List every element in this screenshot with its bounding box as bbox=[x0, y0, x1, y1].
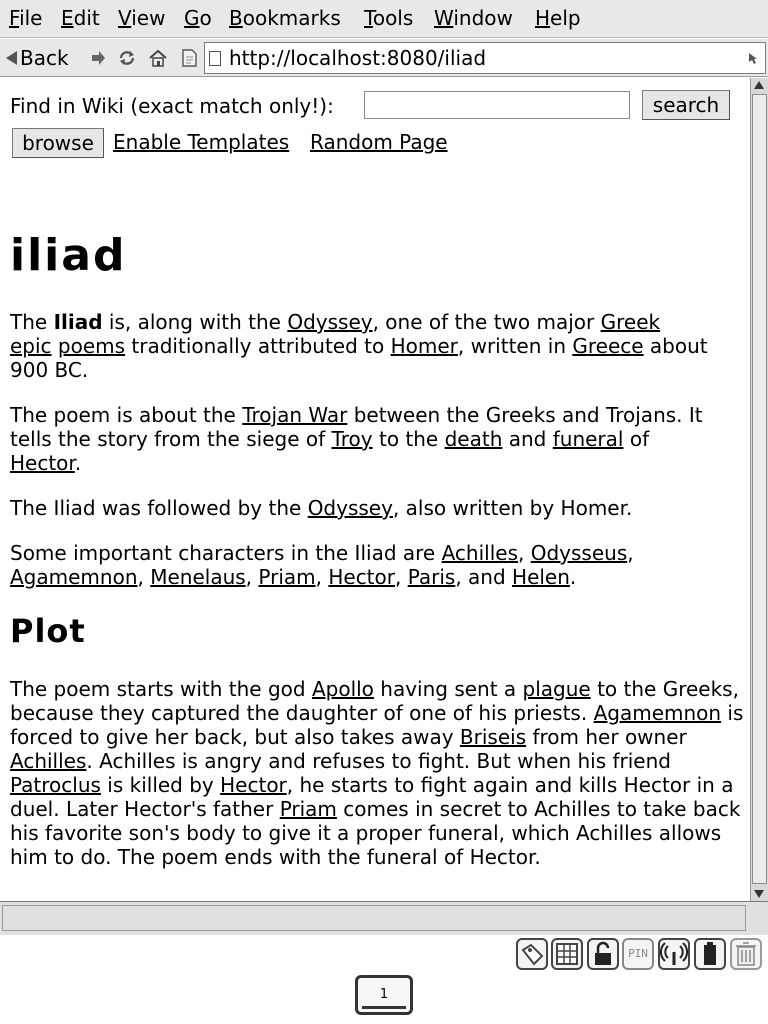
unlock-icon[interactable] bbox=[587, 938, 619, 970]
status-bar bbox=[0, 901, 768, 935]
menu-view[interactable]: View bbox=[118, 6, 166, 30]
paragraph-characters: Some important characters in the Iliad are Achilles, Odysseus, Agamemnon, Menelaus, Priam, Hector, Paris, and Helen. bbox=[10, 541, 634, 589]
paragraph-followed: The Iliad was followed by the Odyssey, also written by Homer. bbox=[10, 496, 633, 520]
go-icon[interactable] bbox=[747, 51, 761, 65]
page-title: iliad bbox=[10, 230, 127, 281]
page-indicator[interactable]: 1 bbox=[355, 975, 413, 1015]
menu-help[interactable]: Help bbox=[535, 6, 581, 30]
paragraph-plot: The poem starts with the god Apollo having sent a plague to the Greeks, because they captured the daughter of one of his priests. Agamemnon is forced to give her back, but also takes away Briseis from her owner Achilles. Achilles is angry and refuses to fight. But when his friend Patroclus is killed by Hector, he starts to fight again and kills Hector in a duel. Later Hector's father Priam comes in secret to Achilles to take back his favorite son's body to give it a proper funeral, which Achilles allows him to do. The poem ends with the funeral of Hector. bbox=[10, 677, 744, 869]
link-hector-3[interactable]: Hector bbox=[220, 773, 287, 797]
forward-arrow-icon[interactable] bbox=[89, 49, 107, 67]
page-indicator-bar bbox=[362, 1006, 406, 1009]
page-icon[interactable] bbox=[180, 49, 198, 67]
link-odyssey[interactable]: Odyssey bbox=[287, 310, 373, 334]
system-tray bbox=[0, 935, 768, 1024]
link-priam-2[interactable]: Priam bbox=[279, 797, 337, 821]
paragraph-intro: The Iliad is, along with the Odyssey, one of the two major Greek epic poems traditionally attributed to Homer, written in Greece about 900 BC. bbox=[10, 310, 708, 382]
back-button[interactable]: Back bbox=[6, 45, 69, 71]
menu-bookmarks[interactable]: Bookmarks bbox=[229, 6, 341, 30]
enable-templates-link[interactable]: Enable Templates bbox=[113, 130, 290, 154]
grid-icon[interactable] bbox=[551, 938, 583, 970]
link-odyssey-2[interactable]: Odyssey bbox=[307, 496, 393, 520]
link-priam[interactable]: Priam bbox=[258, 565, 316, 589]
battery-icon[interactable] bbox=[694, 938, 726, 970]
section-heading-plot: Plot bbox=[10, 612, 86, 650]
menu-window[interactable]: Window bbox=[434, 6, 513, 30]
scrollbar-thumb[interactable] bbox=[752, 94, 767, 884]
find-label: Find in Wiki (exact match only!): bbox=[10, 94, 334, 118]
vertical-scrollbar[interactable] bbox=[750, 78, 768, 901]
link-epic[interactable]: epic bbox=[10, 334, 52, 358]
link-apollo[interactable]: Apollo bbox=[311, 677, 374, 701]
link-paris[interactable]: Paris bbox=[407, 565, 456, 589]
link-hector[interactable]: Hector bbox=[10, 451, 75, 475]
browse-button[interactable]: browse bbox=[12, 128, 104, 158]
link-achilles-2[interactable]: Achilles bbox=[10, 749, 87, 773]
link-trojan-war[interactable]: Trojan War bbox=[242, 403, 348, 427]
paragraph-war: The poem is about the Trojan War between the Greeks and Trojans. It tells the story from the siege of Troy to the death and funeral of Hector. bbox=[10, 403, 703, 475]
tag-icon[interactable] bbox=[516, 938, 548, 970]
random-page-link[interactable]: Random Page bbox=[310, 130, 448, 154]
pin-icon[interactable]: PIN bbox=[622, 938, 654, 970]
back-arrow-icon bbox=[6, 51, 17, 65]
link-troy[interactable]: Troy bbox=[331, 427, 373, 451]
link-helen[interactable]: Helen bbox=[512, 565, 570, 589]
scroll-up-icon[interactable] bbox=[754, 81, 764, 89]
menubar bbox=[0, 0, 768, 38]
menu-tools[interactable]: Tools bbox=[364, 6, 414, 30]
url-text[interactable]: http://localhost:8080/iliad bbox=[229, 46, 487, 70]
link-poems[interactable]: poems bbox=[57, 334, 126, 358]
search-button[interactable]: search bbox=[642, 90, 730, 120]
link-achilles[interactable]: Achilles bbox=[441, 541, 518, 565]
reload-icon[interactable] bbox=[117, 49, 137, 67]
navigation-toolbar bbox=[0, 39, 768, 77]
link-homer[interactable]: Homer bbox=[390, 334, 458, 358]
link-patroclus[interactable]: Patroclus bbox=[10, 773, 101, 797]
scroll-down-icon[interactable] bbox=[754, 890, 764, 898]
trash-icon[interactable] bbox=[730, 938, 762, 970]
status-field bbox=[2, 905, 746, 931]
link-menelaus[interactable]: Menelaus bbox=[150, 565, 246, 589]
menu-file[interactable]: File bbox=[9, 6, 43, 30]
link-plague[interactable]: plague bbox=[522, 677, 591, 701]
link-funeral[interactable]: funeral bbox=[552, 427, 624, 451]
link-greek[interactable]: Greek bbox=[600, 310, 661, 334]
link-hector-2[interactable]: Hector bbox=[328, 565, 395, 589]
link-greece[interactable]: Greece bbox=[572, 334, 644, 358]
link-agamemnon-2[interactable]: Agamemnon bbox=[593, 701, 722, 725]
home-icon[interactable] bbox=[148, 49, 168, 67]
link-odysseus[interactable]: Odysseus bbox=[530, 541, 628, 565]
address-bar[interactable] bbox=[204, 42, 766, 74]
page-content bbox=[0, 78, 750, 901]
menu-go[interactable]: Go bbox=[184, 6, 212, 30]
search-input[interactable] bbox=[364, 91, 630, 119]
menu-edit[interactable]: Edit bbox=[61, 6, 100, 30]
link-agamemnon[interactable]: Agamemnon bbox=[10, 565, 138, 589]
link-briseis[interactable]: Briseis bbox=[459, 725, 527, 749]
antenna-icon[interactable] bbox=[658, 938, 690, 970]
page-document-icon bbox=[209, 51, 221, 66]
link-death[interactable]: death bbox=[444, 427, 503, 451]
